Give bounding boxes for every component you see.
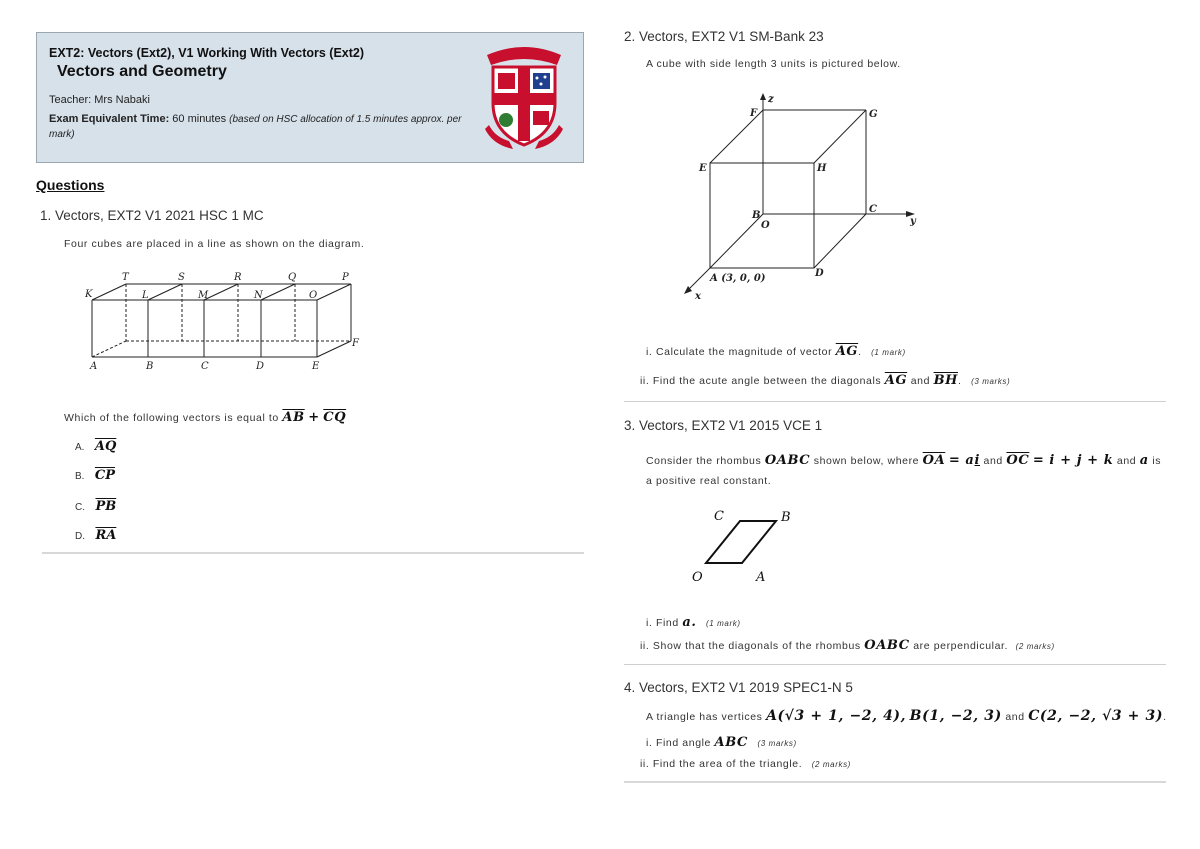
q3-and: and xyxy=(983,455,1003,467)
q1-label-F: F xyxy=(352,338,359,349)
q1-divider xyxy=(42,552,584,554)
option-vector: $\overline{RA}$ xyxy=(95,528,117,543)
q3-intro-4: is xyxy=(1152,455,1162,467)
q4-part-i-marks: (3 marks) xyxy=(757,739,797,748)
q3-oa-eq: = a xyxy=(948,453,975,468)
option-letter: B. xyxy=(75,471,85,482)
q3-intro-line2: a positive real constant. xyxy=(646,475,772,487)
q1-label-T: T xyxy=(122,272,129,283)
q1-label-B: B xyxy=(146,361,154,372)
option-letter: D. xyxy=(75,531,85,542)
q2-label-G: G xyxy=(869,109,878,120)
q1-label-P: P xyxy=(342,272,349,283)
q4-part-i xyxy=(646,735,797,750)
time-value: 60 minutes xyxy=(169,113,230,125)
q4-title: 4. Vectors, EXT2 V1 2019 SPEC1-N 5 xyxy=(624,680,853,695)
q2-label-H: H xyxy=(817,163,827,174)
questions-heading: Questions xyxy=(36,177,105,193)
q1-label-A: A xyxy=(90,361,98,372)
q2-label-E: E xyxy=(699,163,707,174)
q1-label-N: N xyxy=(254,290,263,301)
q3-part-i-marks: (1 mark) xyxy=(706,619,741,628)
teacher-value: Mrs Nabaki xyxy=(91,94,150,106)
option-letter: C. xyxy=(75,502,85,513)
q2-label-x: x xyxy=(695,291,701,302)
q3-label-B: B xyxy=(781,510,791,525)
school-crest-logo xyxy=(479,41,569,153)
q1-label-S: S xyxy=(178,272,185,283)
q3-part-ii xyxy=(640,638,1055,653)
q2-label-A: A (3, 0, 0) xyxy=(710,273,766,284)
q4-part-ii xyxy=(640,758,851,770)
q3-intro-1: Consider the rhombus xyxy=(646,455,762,467)
q2-label-y: y xyxy=(910,216,916,227)
time-note: (based on HSC allocation of 1.5 minutes approx. per mark) xyxy=(49,114,462,140)
q3-oa-unit: i xyxy=(974,453,981,468)
worksheet-header xyxy=(36,32,584,163)
q1-label-K: K xyxy=(85,289,93,300)
q2-label-z: z xyxy=(768,94,774,105)
q3-part-ii-symbol: OABC xyxy=(864,638,910,653)
header-teacher xyxy=(49,94,150,106)
q4-point-a: A(√3 + 1, −2, 4), xyxy=(766,708,907,724)
q3-rhombus-symbol: OABC xyxy=(764,453,811,468)
q2-part-i-marks: (1 mark) xyxy=(871,348,906,357)
q1-intro: Four cubes are placed in a line as shown on the diagram. xyxy=(64,238,365,250)
teacher-label: Teacher: xyxy=(49,94,92,106)
q1-option-c[interactable] xyxy=(75,497,116,515)
q1-prompt-text: Which of the following vectors is equal to xyxy=(64,412,279,424)
q2-label-C: C xyxy=(869,204,877,215)
q1-prompt xyxy=(64,410,346,425)
q3-vector-oc: $\overline{OC}$ xyxy=(1006,453,1030,468)
q3-title: 3. Vectors, EXT2 V1 2015 VCE 1 xyxy=(624,418,823,433)
q2-part-ii-marks: (3 marks) xyxy=(971,377,1011,386)
q1-option-d[interactable] xyxy=(75,526,116,544)
q3-vector-oa: $\overline{OA}$ xyxy=(922,453,946,468)
q4-part-i-symbol: ABC xyxy=(714,735,749,750)
q2-part-i-text: i. Calculate the magnitude of vector xyxy=(646,346,833,358)
q3-label-O: O xyxy=(692,570,703,585)
q3-part-i-symbol: a. xyxy=(682,615,697,630)
option-vector: $\overline{PB}$ xyxy=(95,499,117,514)
q3-label-C: C xyxy=(714,509,724,524)
q4-intro-text: A triangle has vertices xyxy=(646,711,763,723)
q1-label-O: O xyxy=(309,290,318,301)
q2-label-B: B xyxy=(752,210,761,221)
q1-option-a[interactable] xyxy=(75,437,116,455)
q4-point-c: C(2, −2, √3 + 3) xyxy=(1028,708,1164,724)
q3-part-i-text: i. Find xyxy=(646,617,679,629)
q2-part-i: i. Calculate the magnitude of vector $\overline{AG}$. (1 mark) xyxy=(646,344,906,359)
option-letter: A. xyxy=(75,442,85,453)
q3-part-i xyxy=(646,615,741,630)
q1-label-R: R xyxy=(234,272,242,283)
q4-intro: A triangle has vertices A(√3 + 1, −2, 4), B(1, −2, 3) and C(2, −2, √3 + 3). xyxy=(646,708,1167,724)
q1-option-b[interactable] xyxy=(75,466,115,484)
q1-label-Q: Q xyxy=(288,272,297,283)
q2-part-ii: ii. Find the acute angle between the diagonals $\overline{AG}$ and $\overline{BH}$. (3 marks) xyxy=(640,373,1011,388)
q2-label-F: F xyxy=(750,108,758,119)
q2-cube-figure xyxy=(680,90,940,305)
q1-plus: + xyxy=(308,410,320,425)
header-title: Vectors and Geometry xyxy=(57,63,227,80)
q3-rhombus-figure xyxy=(690,506,800,586)
q1-cubes-figure xyxy=(78,268,368,374)
q1-label-C: C xyxy=(201,361,209,372)
q4-part-i-text: i. Find angle xyxy=(646,737,712,749)
q4-point-b: B(1, −2, 3) xyxy=(909,708,1002,724)
q1-label-E: E xyxy=(312,361,320,372)
q2-title: 2. Vectors, EXT2 V1 SM-Bank 23 xyxy=(624,29,824,44)
q3-part-ii-end: are perpendicular. xyxy=(913,640,1009,652)
header-exam-time xyxy=(49,112,469,142)
q2-part-ii-text: ii. Find the acute angle between the diagonals xyxy=(640,375,882,387)
q3-oc-eq: = i + j + k xyxy=(1032,453,1114,468)
q1-title: 1. Vectors, EXT2 V1 2021 HSC 1 MC xyxy=(40,208,264,223)
q1-label-M: M xyxy=(198,290,209,301)
q3-part-ii-marks: (2 marks) xyxy=(1015,642,1055,651)
q3-intro-2: shown below, where xyxy=(813,455,920,467)
q2-divider xyxy=(624,401,1166,402)
header-subtitle: EXT2: Vectors (Ext2), V1 Working With Vectors (Ext2) xyxy=(49,46,365,60)
q4-part-ii-text: ii. Find the area of the triangle. xyxy=(640,758,803,770)
option-vector: $\overline{CP}$ xyxy=(94,468,116,483)
q1-label-L: L xyxy=(142,290,149,301)
q2-vector-bh: $\overline{BH}$ xyxy=(933,373,959,388)
q3-label-A: A xyxy=(756,570,766,585)
q4-and: and xyxy=(1005,711,1025,723)
q3-divider xyxy=(624,664,1166,665)
q4-divider xyxy=(624,781,1166,783)
q2-vector-ag-2: $\overline{AG}$ xyxy=(884,373,908,388)
q1-label-D: D xyxy=(256,361,265,372)
q1-vector-cq: $\overline{CQ}$ xyxy=(323,410,347,425)
q3-intro xyxy=(646,451,1166,491)
option-vector: $\overline{AQ}$ xyxy=(94,439,117,454)
q4-part-ii-marks: (2 marks) xyxy=(811,760,851,769)
q2-label-O: O xyxy=(761,220,770,231)
q3-part-ii-text: ii. Show that the diagonals of the rhombus xyxy=(640,640,861,652)
q2-vector-ag: $\overline{AG}$ xyxy=(835,344,859,359)
q2-part-ii-and: and xyxy=(910,375,931,387)
q3-intro-3: and xyxy=(1116,455,1137,467)
q2-intro: A cube with side length 3 units is pictured below. xyxy=(646,58,901,70)
q3-a-symbol: a xyxy=(1139,453,1149,468)
q1-vector-ab: $\overline{AB}$ xyxy=(282,410,305,425)
q2-label-D: D xyxy=(815,268,824,279)
time-label: Exam Equivalent Time: xyxy=(49,113,170,125)
